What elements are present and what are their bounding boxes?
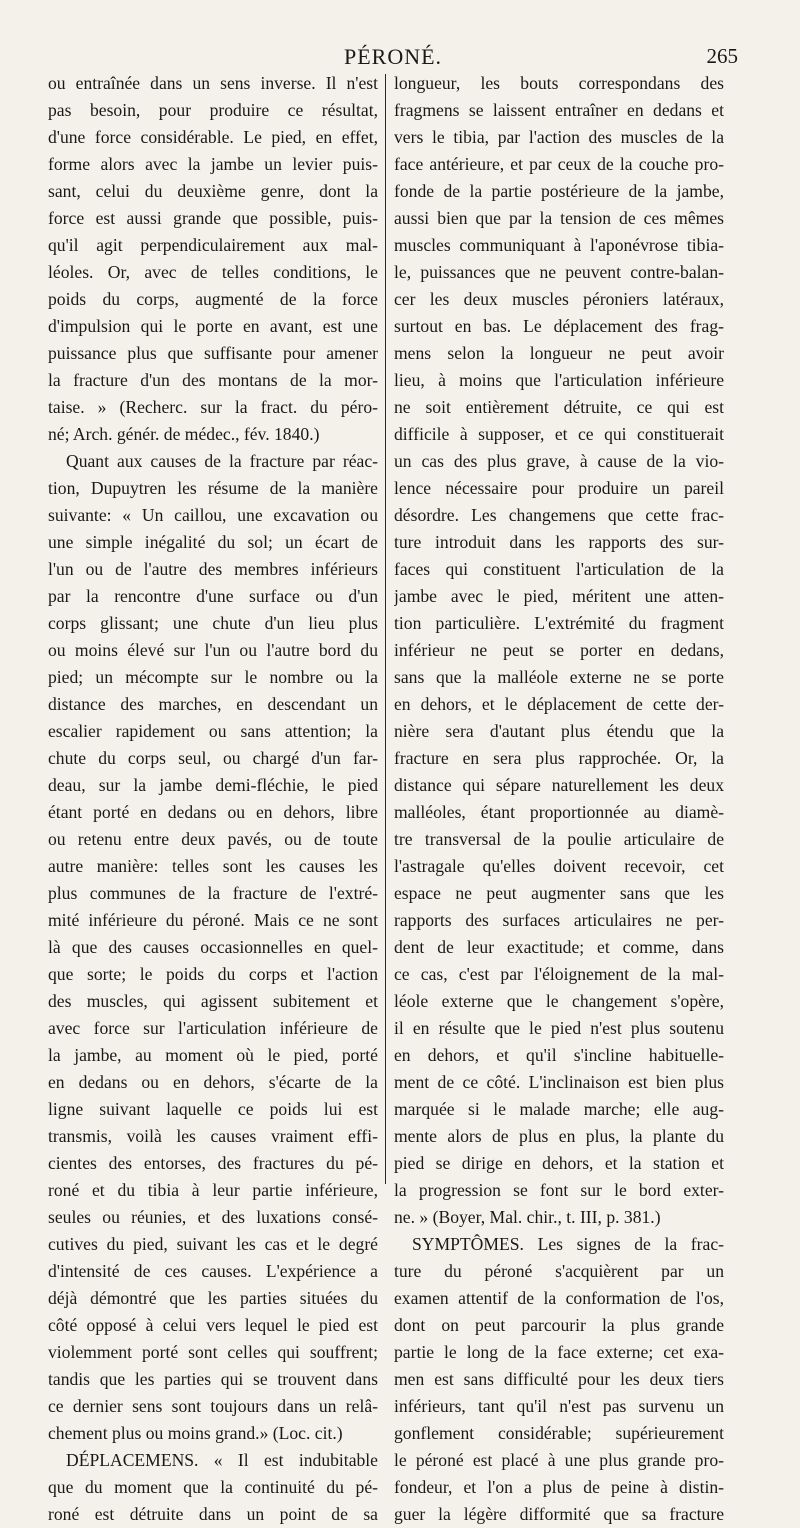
text-line: difficile à supposer, et ce qui constituerait xyxy=(394,424,724,444)
text-line: d'intensité de ces causes. L'expérience a xyxy=(48,1261,378,1281)
text-line: vers le tibia, par l'action des muscles de la xyxy=(394,127,724,147)
text-line: distance des marches, en descendant un xyxy=(48,694,378,714)
text-line: la jambe, au moment où le pied, porté xyxy=(48,1045,378,1065)
text-line: espace ne peut augmenter sans que les xyxy=(394,883,724,903)
text-line: pied se dirige en dehors, et la station et xyxy=(394,1153,724,1173)
text-line: SYMPTÔMES. Les signes de la frac- xyxy=(412,1234,724,1254)
text-line: ne soit entièrement détruite, ce qui est xyxy=(394,397,724,417)
text-line: men est sans difficulté pour les deux tiers xyxy=(394,1369,724,1389)
text-line: tion particulière. L'extrémité du fragment xyxy=(394,613,724,633)
text-line: force est aussi grande que possible, puis- xyxy=(48,208,378,228)
text-line: gonflement considérable; supérieurement xyxy=(394,1423,724,1443)
text-line: forme alors avec la jambe un levier puis- xyxy=(48,154,378,174)
text-line: pied; un mécompte sur le nombre ou la xyxy=(48,667,378,687)
text-line: rapports des surfaces articulaires ne per- xyxy=(394,910,724,930)
text-line: corps glissant; une chute d'un lieu plus xyxy=(48,613,378,633)
text-line: aussi bien que par la tension de ces mêmes xyxy=(394,208,724,228)
text-line: autre manière: telles sont les causes les xyxy=(48,856,378,876)
text-line: face antérieure, et par ceux de la couche pro- xyxy=(394,154,724,174)
text-line: en dedans ou en dehors, s'écarte de la xyxy=(48,1072,378,1092)
text-line: par la rencontre d'une surface ou d'un xyxy=(48,586,378,606)
text-line: roné est détruite dans un point de sa xyxy=(48,1504,378,1524)
text-line: lence nécessaire pour produire un pareil xyxy=(394,478,724,498)
text-line: ne. » (Boyer, Mal. chir., t. III, p. 381.) xyxy=(394,1207,661,1227)
text-line: léole externe que le changement s'opère, xyxy=(394,991,724,1011)
text-line: ou retenu entre deux pavés, ou de toute xyxy=(48,829,378,849)
text-line: nière sera d'autant plus étendu que la xyxy=(394,721,724,741)
text-line: marquée si le malade marche; elle aug- xyxy=(394,1099,724,1119)
text-line: cientes des entorses, des fractures du pé- xyxy=(48,1153,378,1173)
text-line: deau, sur la jambe demi-fléchie, le pied xyxy=(48,775,378,795)
text-line: muscles communiquant à l'aponévrose tibia- xyxy=(394,235,724,255)
running-title: PÉRONÉ. xyxy=(343,44,443,69)
text-line: transmis, voilà les causes vraiment effi- xyxy=(48,1126,378,1146)
text-line: escalier rapidement ou sans attention; la xyxy=(48,721,378,741)
text-line: chute du corps seul, ou chargé d'un far- xyxy=(48,748,378,768)
text-line: poids du corps, augmenté de la force xyxy=(48,289,378,309)
page-number: 265 xyxy=(706,44,738,68)
text-line: le, puissances que ne peuvent contre-balan- xyxy=(394,262,724,282)
text-line: surtout en bas. Le déplacement des frag- xyxy=(394,316,724,336)
text-line: il en résulte que le pied n'est plus soutenu xyxy=(394,1018,724,1038)
text-line: ment de ce côté. L'inclinaison est bien plus xyxy=(394,1072,724,1092)
text-line: le péroné est placé à une plus grande pro- xyxy=(394,1450,724,1470)
text-line: tre transversal de la poulie articulaire de xyxy=(394,829,724,849)
text-line: dont on peut parcourir la plus grande xyxy=(394,1315,724,1335)
text-line: avec force sur l'articulation inférieure de xyxy=(48,1018,378,1038)
text-line: côté opposé à celui vers lequel le pied est xyxy=(48,1315,378,1335)
text-line: inférieurs, tant qu'il n'est pas survenu un xyxy=(394,1396,724,1416)
text-line: ou moins élevé sur l'un ou l'autre bord du xyxy=(48,640,378,660)
text-line: en dehors, et qu'il s'incline habituelle- xyxy=(394,1045,724,1065)
text-line: là que des causes occasionnelles en quel- xyxy=(48,937,378,957)
text-line: qu'il agit perpendiculairement aux mal- xyxy=(48,235,378,255)
text-line: Quant aux causes de la fracture par réac- xyxy=(66,451,378,471)
text-line: ture introduit dans les rapports des sur- xyxy=(394,532,724,552)
text-line: ce dernier sens sont toujours dans un relâ- xyxy=(48,1396,378,1416)
text-line: d'une force considérable. Le pied, en effet, xyxy=(48,127,378,147)
text-line: roné et du tibia à leur partie inférieure, xyxy=(48,1180,378,1200)
text-line: un cas des plus grave, à cause de la vio- xyxy=(394,451,724,471)
text-line: jambe avec le pied, méritent une atten- xyxy=(394,586,724,606)
text-line: lieu, à moins que l'articulation inférieure xyxy=(394,370,724,390)
text-line: tandis que les parties qui se trouvent dans xyxy=(48,1369,378,1389)
text-line: distance qui sépare naturellement les deux xyxy=(394,775,724,795)
text-line: la progression se font sur le bord exter- xyxy=(394,1180,724,1200)
text-line: suivante: « Un caillou, une excavation ou xyxy=(48,505,378,525)
text-line: plus communes de la fracture de l'extré- xyxy=(48,883,378,903)
text-line: mente alors de plus en plus, la plante du xyxy=(394,1126,724,1146)
running-head xyxy=(48,44,738,70)
text-line: mité inférieure du péroné. Mais ce ne sont xyxy=(48,910,378,930)
text-line: que sorte; le poids du corps et l'action xyxy=(48,964,378,984)
text-line: l'astragale qu'elles doivent recevoir, cet xyxy=(394,856,724,876)
text-line: malléoles, étant proportionnée au diamè- xyxy=(394,802,724,822)
text-line: chement plus ou moins grand.» (Loc. cit.) xyxy=(48,1423,343,1443)
text-line: puissance plus que suffisante pour amener xyxy=(48,343,378,363)
text-line: guer la légère difformité que sa fracture xyxy=(394,1504,724,1524)
text-line: longueur, les bouts correspondans des xyxy=(394,73,724,93)
column-divider xyxy=(385,74,386,1184)
text-line: faces qui constituent l'articulation de la xyxy=(394,559,724,579)
text-line: d'impulsion qui le porte en avant, est une xyxy=(48,316,378,336)
text-line: ou entraînée dans un sens inverse. Il n'est xyxy=(48,73,378,93)
text-line: désordre. Les changemens que cette frac- xyxy=(394,505,724,525)
text-line: la fracture d'un des montans de la mor- xyxy=(48,370,378,390)
text-line: en dehors, et le déplacement de cette der- xyxy=(394,694,724,714)
text-line: mens selon la longueur ne peut avoir xyxy=(394,343,724,363)
text-line: que du moment que la continuité du pé- xyxy=(48,1477,378,1497)
text-line: fondeur, et l'on a plus de peine à distin- xyxy=(394,1477,724,1497)
text-columns xyxy=(48,70,738,1524)
text-line: fracture en sera plus rapprochée. Or, la xyxy=(394,748,724,768)
text-line: ligne suivant laquelle ce poids lui est xyxy=(48,1099,378,1119)
text-line: taise. » (Recherc. sur la fract. du péro- xyxy=(48,397,378,417)
text-line: sans que la malléole externe ne se porte xyxy=(394,667,724,687)
left-column xyxy=(48,70,378,1528)
text-line: ture du péroné s'acquièrent par un xyxy=(394,1261,724,1281)
text-line: cutives du pied, suivant les cas et le degré xyxy=(48,1234,378,1254)
text-line: déjà démontré que les parties situées du xyxy=(48,1288,378,1308)
text-line: ce cas, c'est par l'éloignement de la mal- xyxy=(394,964,724,984)
text-line: DÉPLACEMENS. « Il est indubitable xyxy=(66,1450,378,1470)
text-line: léoles. Or, avec de telles conditions, le xyxy=(48,262,378,282)
text-line: fragmens se laissent entraîner en dedans et xyxy=(394,100,724,120)
text-line: inférieur ne peut se porter en dedans, xyxy=(394,640,724,660)
text-line: des muscles, qui agissent subitement et xyxy=(48,991,378,1011)
text-line: cer les deux muscles péroniers latéraux, xyxy=(394,289,724,309)
text-line: pas besoin, pour produire ce résultat, xyxy=(48,100,378,120)
text-line: né; Arch. génér. de médec., fév. 1840.) xyxy=(48,424,320,444)
text-line: une simple inégalité du sol; un écart de xyxy=(48,532,378,552)
text-line: fonde de la partie postérieure de la jambe, xyxy=(394,181,724,201)
text-line: seules ou réunies, et des luxations consé- xyxy=(48,1207,378,1227)
text-line: étant porté en dedans ou en dehors, libre xyxy=(48,802,378,822)
text-line: examen attentif de la conformation de l'os, xyxy=(394,1288,724,1308)
text-line: sant, celui du deuxième genre, dont la xyxy=(48,181,378,201)
text-line: tion, Dupuytren les résume de la manière xyxy=(48,478,378,498)
text-line: violemment porté sont celles qui souffrent; xyxy=(48,1342,378,1362)
text-line: partie le long de la face externe; cet exa- xyxy=(394,1342,724,1362)
right-column xyxy=(394,70,724,1528)
text-line: l'un ou de l'autre des membres inférieurs xyxy=(48,559,378,579)
text-line: dent de leur exactitude; et comme, dans xyxy=(394,937,724,957)
